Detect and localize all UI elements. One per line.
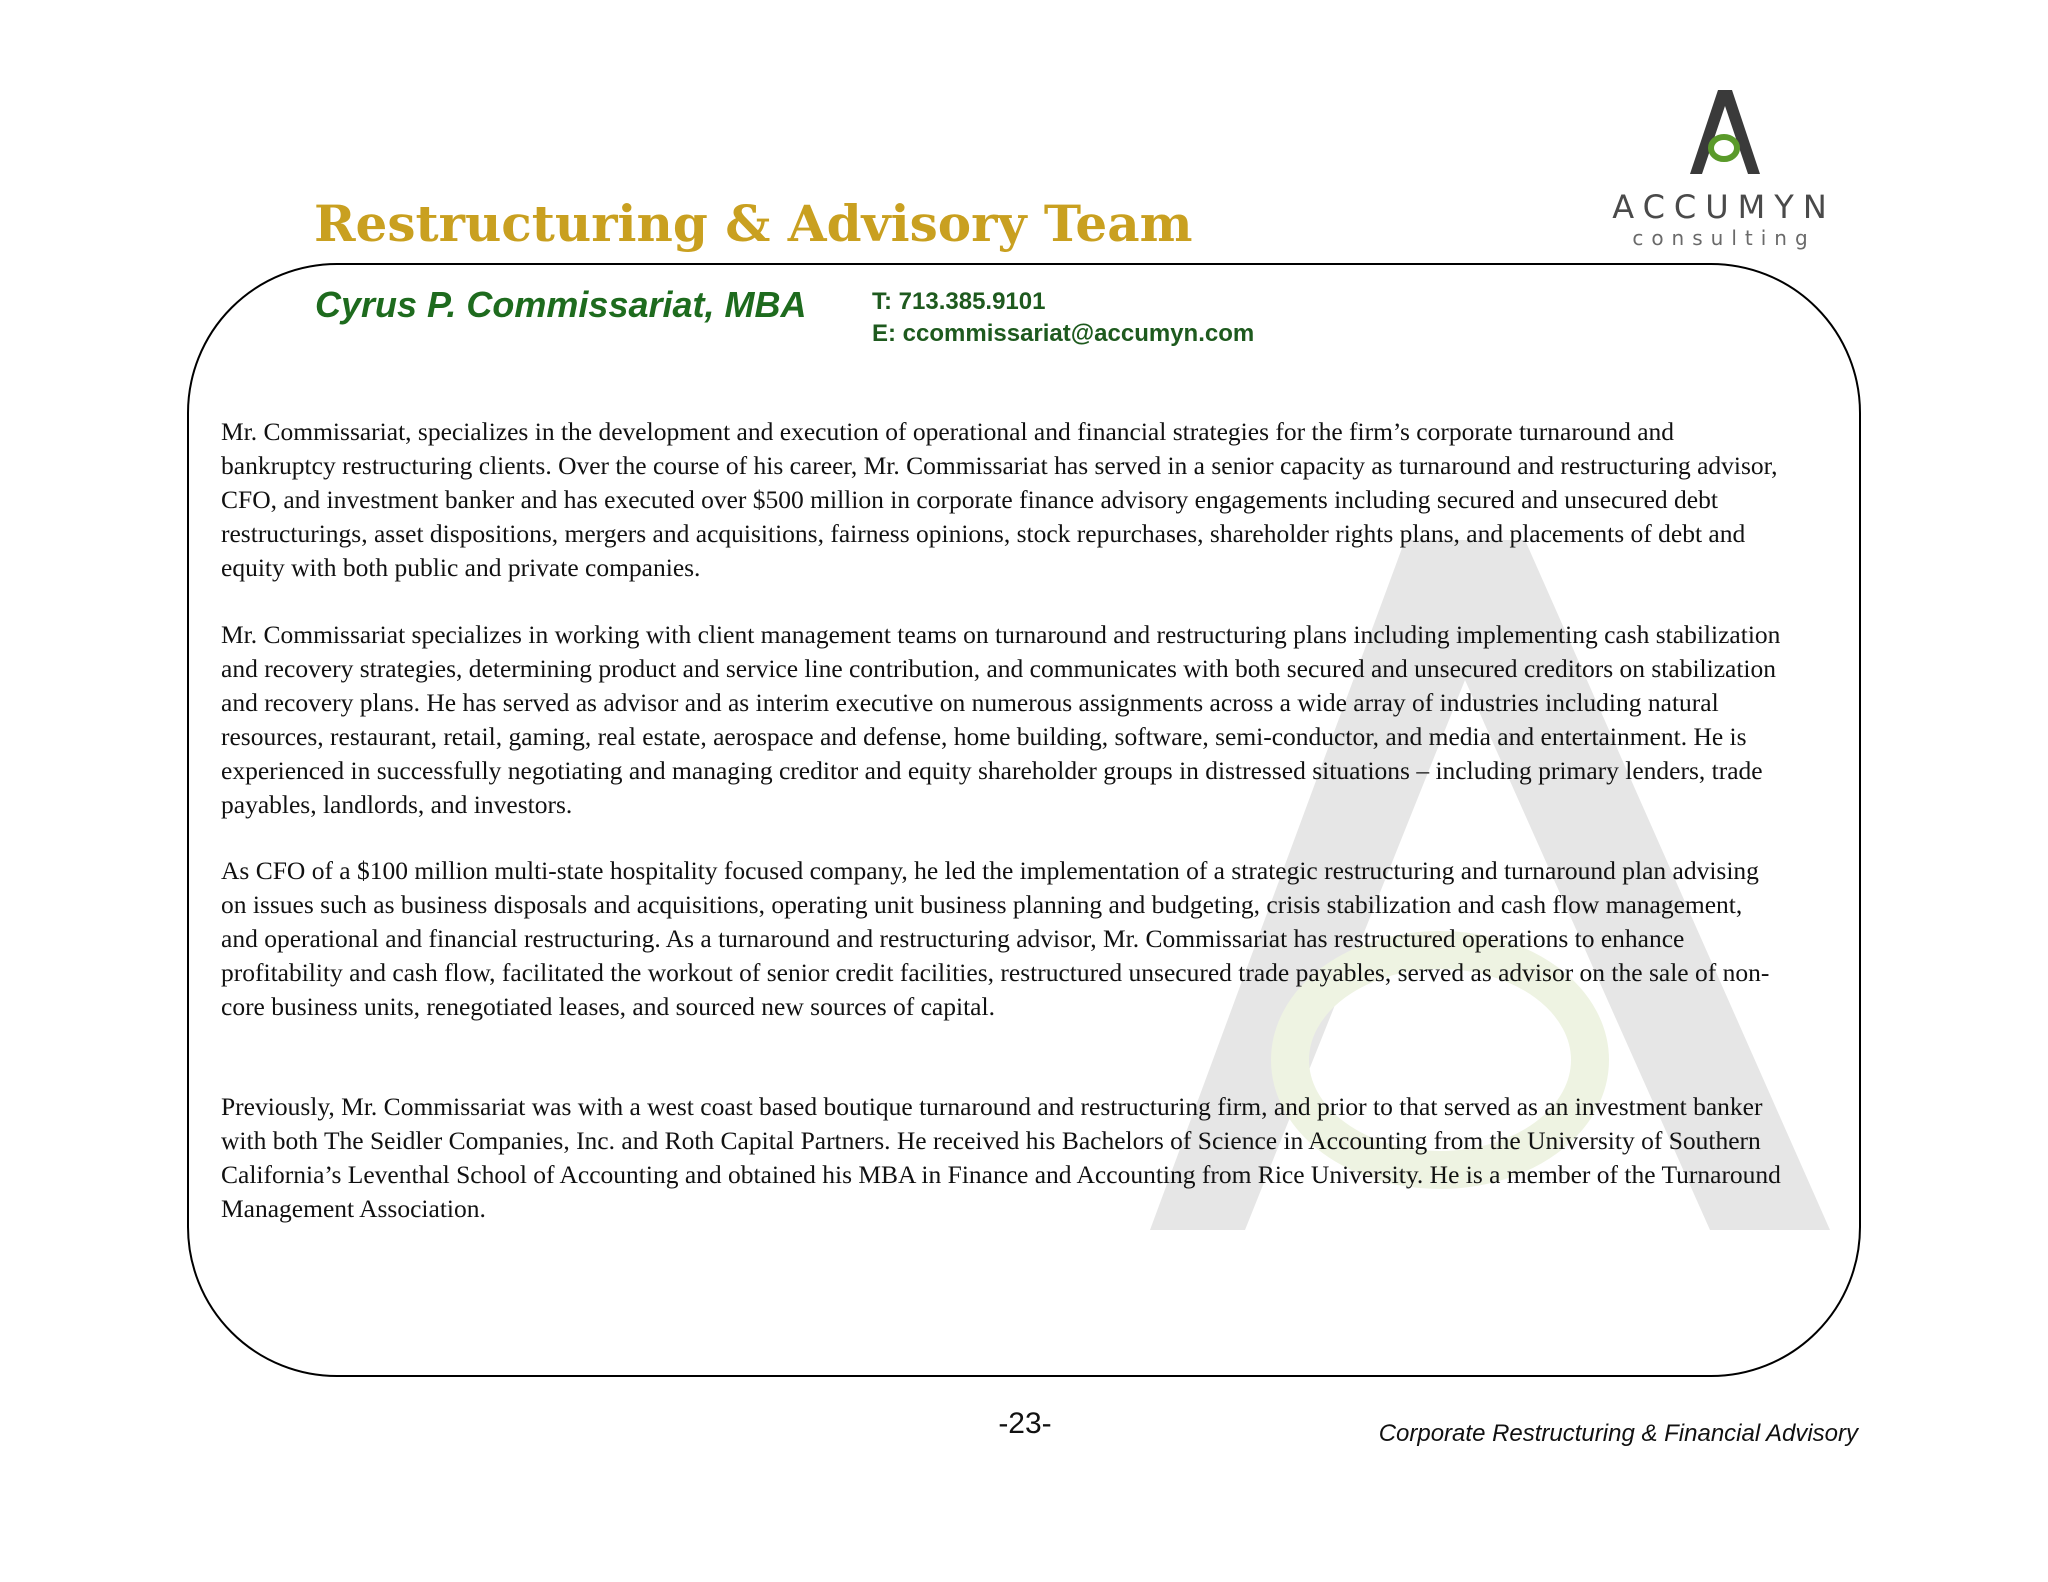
person-name: Cyrus P. Commissariat, MBA (315, 284, 807, 325)
page-title: Restructuring & Advisory Team (314, 194, 1193, 253)
contact-email[interactable]: E: ccommissariat@accumyn.com (872, 320, 1255, 347)
bio-paragraph: Previously, Mr. Commissariat was with a west coast based boutique turnaround and restructuring firm, and prior to that served as an investment banker with both The Seidler Companies, Inc. and Roth Capital Partners. He received his Bachelors of Science in Accounting from the University of Southern California’s Leventhal School of Accounting and obtained his MBA in Finance and Accounting from Rice University. He is a member of the Turnaround Management Association. (221, 1092, 1781, 1223)
footer-tagline: Corporate Restructuring & Financial Advisory (1378, 1420, 1858, 1447)
bio-paragraph: Mr. Commissariat, specializes in the development and execution of operational and financial strategies for the firm’s corporate turnaround and bankruptcy restructuring clients. Over the course of his career, Mr. Commissariat has served in a senior capacity as turnaround and restructuring advisor, CFO, and investment banker and has executed over $500 million in corporate finance advisory engagements including secured and unsecured debt restructurings, asset dispositions, mergers and acquisitions, fairness opinions, stock repurchases, shareholder rights plans, and placements of debt and equity with both public and private companies. (221, 417, 1778, 582)
accumyn-logo (1600, 90, 1848, 250)
bio-paragraph: Mr. Commissariat specializes in working with client management teams on turnaround and restructuring plans including implementing cash stabilization and recovery strategies, determining product and service line contribution, and communicates with both secured and unsecured creditors on stabilization and recovery plans. He has served as advisor and as interim executive on numerous assignments across a wide array of industries including natural resources, restaurant, retail, gaming, real estate, aerospace and defense, home building, software, semi-conductor, and media and entertainment. He is experienced in successfully negotiating and managing creditor and equity shareholder groups in distressed situations – including primary lenders, trade payables, landlords, and investors. (221, 620, 1781, 819)
accumyn-logo-icon (1690, 90, 1760, 174)
page-number: -23- (998, 1407, 1052, 1440)
contact-phone: T: 713.385.9101 (872, 288, 1046, 315)
logo-tagline: consulting (1632, 226, 1816, 250)
logo-wordmark: ACCUMYN (1612, 188, 1836, 226)
bio-paragraph: As CFO of a $100 million multi-state hospitality focused company, he led the implementation of a strategic restructuring and turnaround plan advising on issues such as business disposals and acquisitions, operating unit business planning and budgeting, crisis stabilization and cash flow management, and operational and financial restructuring. As a turnaround and restructuring advisor, Mr. Commissariat has restructured operations to enhance profitability and cash flow, facilitated the workout of senior credit facilities, restructured unsecured trade payables, served as advisor on the sale of non-core business units, renegotiated leases, and sourced new sources of capital. (221, 856, 1770, 1021)
